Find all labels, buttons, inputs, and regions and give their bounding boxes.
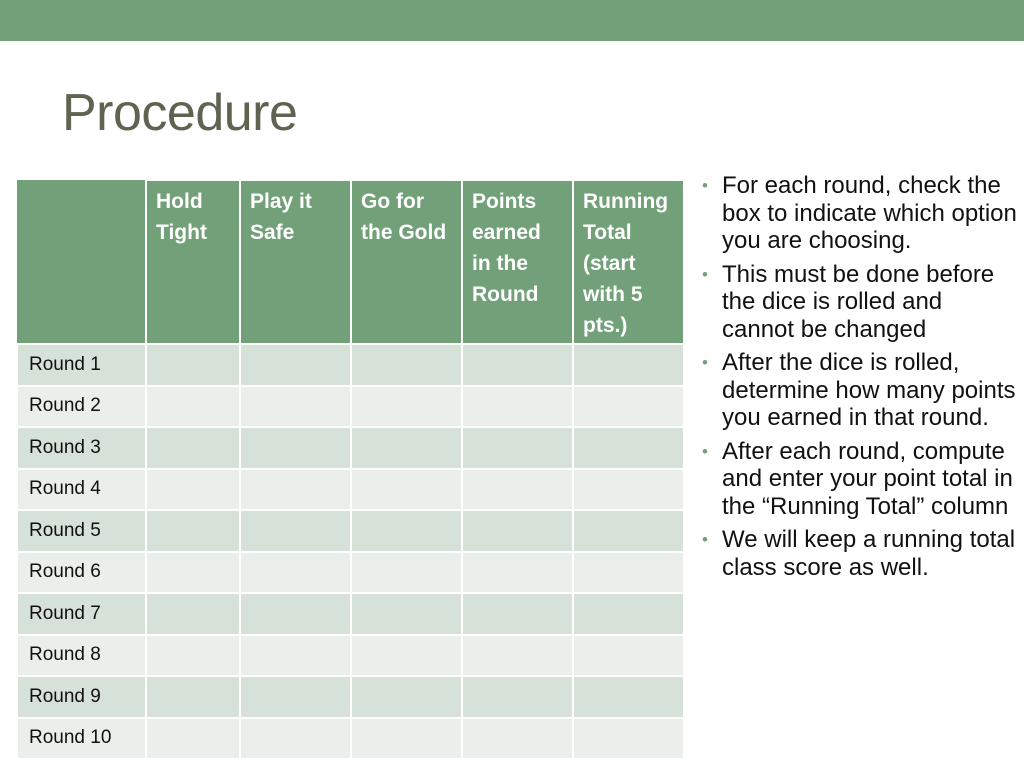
go-for-the-gold-cell[interactable] — [351, 510, 462, 552]
round-label: Round 4 — [17, 469, 146, 511]
table-body — [17, 344, 684, 759]
hold-tight-cell[interactable] — [146, 718, 240, 760]
go-for-the-gold-cell[interactable] — [351, 635, 462, 677]
play-it-safe-cell[interactable] — [240, 510, 351, 552]
table-row — [17, 552, 684, 594]
bullet-text: After each round, compute and enter your point total in the “Running Total” column — [722, 437, 1013, 520]
bullet-item — [700, 349, 1020, 432]
hold-tight-cell[interactable] — [146, 510, 240, 552]
go-for-the-gold-cell[interactable] — [351, 469, 462, 511]
go-for-the-gold-cell[interactable] — [351, 676, 462, 718]
round-label: Round 7 — [17, 593, 146, 635]
running-total-cell[interactable] — [573, 593, 684, 635]
round-label: Round 10 — [17, 718, 146, 760]
header-running-total: Running Total (start with 5 pts.) — [573, 180, 684, 344]
bullet-dot-icon: • — [702, 530, 708, 549]
points-earned-cell[interactable] — [462, 427, 573, 469]
table-row — [17, 718, 684, 760]
table-header-row — [17, 180, 684, 344]
bullet-dot-icon: • — [702, 441, 708, 461]
header-go-for-the-gold: Go for the Gold — [351, 180, 462, 344]
round-label: Round 6 — [17, 552, 146, 594]
play-it-safe-cell[interactable] — [240, 635, 351, 677]
points-earned-cell[interactable] — [462, 344, 573, 386]
play-it-safe-cell[interactable] — [240, 676, 351, 718]
table-row — [17, 510, 684, 552]
hold-tight-cell[interactable] — [146, 593, 240, 635]
bullet-item — [700, 261, 1020, 344]
play-it-safe-cell[interactable] — [240, 427, 351, 469]
bullet-dot-icon: • — [702, 353, 708, 372]
running-total-cell[interactable] — [573, 469, 684, 511]
points-earned-cell[interactable] — [462, 635, 573, 677]
header-play-it-safe: Play it Safe — [240, 180, 351, 344]
running-total-cell[interactable] — [573, 427, 684, 469]
bullet-dot-icon: • — [702, 264, 708, 284]
play-it-safe-cell[interactable] — [240, 593, 351, 635]
table-row — [17, 676, 684, 718]
round-label: Round 3 — [17, 427, 146, 469]
play-it-safe-cell[interactable] — [240, 386, 351, 428]
points-earned-cell[interactable] — [462, 469, 573, 511]
table-row — [17, 469, 684, 511]
round-label: Round 9 — [17, 676, 146, 718]
bullet-dot-icon: • — [702, 176, 708, 195]
round-label: Round 1 — [17, 344, 146, 386]
hold-tight-cell[interactable] — [146, 344, 240, 386]
go-for-the-gold-cell[interactable] — [351, 718, 462, 760]
bullet-text: After the dice is rolled, determine how many points you earned in that round. — [722, 349, 1016, 431]
bullet-item — [700, 172, 1020, 255]
bullet-text: We will keep a running total class score as well. — [722, 526, 1016, 581]
play-it-safe-cell[interactable] — [240, 552, 351, 594]
header-points-earned: Points earned in the Round — [462, 180, 573, 344]
table-row — [17, 386, 684, 428]
go-for-the-gold-cell[interactable] — [351, 552, 462, 594]
go-for-the-gold-cell[interactable] — [351, 344, 462, 386]
table-row — [17, 427, 684, 469]
points-earned-cell[interactable] — [462, 593, 573, 635]
bullet-item — [700, 526, 1020, 581]
hold-tight-cell[interactable] — [146, 552, 240, 594]
running-total-cell[interactable] — [573, 635, 684, 677]
round-label: Round 2 — [17, 386, 146, 428]
hold-tight-cell[interactable] — [146, 676, 240, 718]
running-total-cell[interactable] — [573, 510, 684, 552]
points-earned-cell[interactable] — [462, 510, 573, 552]
hold-tight-cell[interactable] — [146, 635, 240, 677]
play-it-safe-cell[interactable] — [240, 344, 351, 386]
points-earned-cell[interactable] — [462, 718, 573, 760]
running-total-cell[interactable] — [573, 552, 684, 594]
go-for-the-gold-cell[interactable] — [351, 386, 462, 428]
running-total-cell[interactable] — [573, 386, 684, 428]
header-hold-tight: Hold Tight — [146, 180, 240, 344]
points-earned-cell[interactable] — [462, 552, 573, 594]
bullet-item — [700, 438, 1020, 521]
running-total-cell[interactable] — [573, 344, 684, 386]
table-row — [17, 635, 684, 677]
go-for-the-gold-cell[interactable] — [351, 427, 462, 469]
table-row — [17, 344, 684, 386]
points-earned-cell[interactable] — [462, 386, 573, 428]
bullet-text: This must be done before the dice is rolled and cannot be changed — [722, 260, 995, 343]
hold-tight-cell[interactable] — [146, 427, 240, 469]
table-row — [17, 593, 684, 635]
play-it-safe-cell[interactable] — [240, 469, 351, 511]
hold-tight-cell[interactable] — [146, 386, 240, 428]
running-total-cell[interactable] — [573, 676, 684, 718]
hold-tight-cell[interactable] — [146, 469, 240, 511]
round-label: Round 8 — [17, 635, 146, 677]
bullet-text: For each round, check the box to indicate which option you are choosing. — [722, 172, 1017, 254]
slide-title: Procedure — [62, 84, 298, 142]
procedure-bullet-list — [700, 172, 1020, 587]
score-table — [16, 179, 685, 760]
round-label: Round 5 — [17, 510, 146, 552]
go-for-the-gold-cell[interactable] — [351, 593, 462, 635]
table-header-corner — [17, 180, 146, 344]
points-earned-cell[interactable] — [462, 676, 573, 718]
running-total-cell[interactable] — [573, 718, 684, 760]
play-it-safe-cell[interactable] — [240, 718, 351, 760]
top-accent-bar — [0, 0, 1024, 41]
